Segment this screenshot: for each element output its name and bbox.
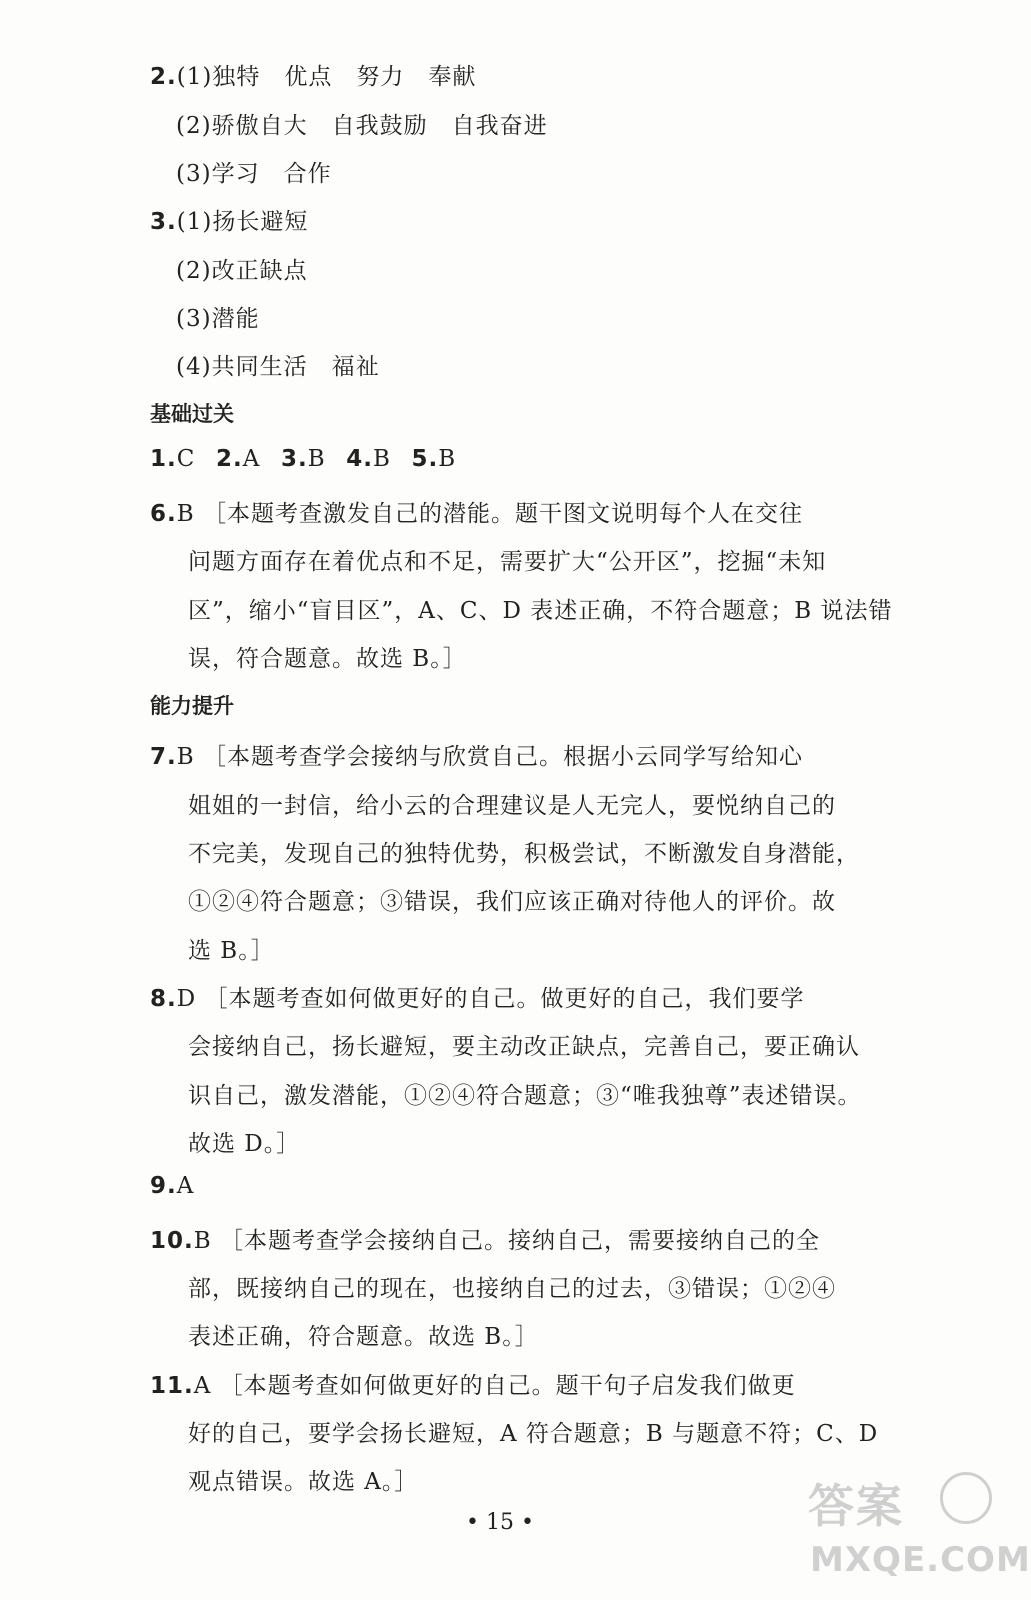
q6-line2: 问题方面存在着优点和不足，需要扩大“公开区”，挖掘“未知 [188, 549, 827, 575]
answer: A [242, 446, 261, 472]
item-number: 2. [150, 64, 177, 90]
q7-line3: 不完美，发现自己的独特优势，积极尝试，不断激发自身潜能， [188, 841, 860, 867]
answer: C [176, 446, 196, 472]
watermark-url: MXQE.COM [810, 1540, 1031, 1580]
q7-line1 [150, 738, 803, 771]
q8-line2: 会接纳自己，扬长避短，要主动改正缺点，完善自己，要正确认 [188, 1034, 860, 1060]
line-text: A [176, 1173, 195, 1199]
item-number: 2. [215, 446, 243, 472]
q7-line5: 选 B。］ [188, 938, 275, 964]
line-text: D ［本题考查如何做更好的自己。做更好的自己，我们要学 [176, 986, 805, 1012]
q6-line3: 区”，缩小“盲目区”，A、C、D 表述正确，不符合题意；B 说法错 [188, 598, 893, 624]
line-text: B ［本题考查学会接纳与欣赏自己。根据小云同学写给知心 [176, 744, 803, 770]
line-text: (1)独特 优点 努力 奉献 [176, 64, 477, 90]
answer: B [373, 446, 391, 472]
item-number: 7. [150, 744, 177, 770]
item-number: 10. [150, 1228, 194, 1254]
s2-line1 [150, 58, 476, 91]
q6-line1 [150, 495, 803, 528]
item-number: 6. [150, 501, 177, 527]
s3-line2: (2)改正缺点 [176, 258, 308, 284]
q8-line3: 识自己，激发潜能，①②④符合题意；③“唯我独尊”表述错误。 [188, 1083, 862, 1109]
q10-line1 [150, 1222, 820, 1255]
s2-line3: (3)学习 合作 [176, 161, 332, 187]
answer: B [307, 446, 326, 472]
line-text: (1)扬长避短 [176, 209, 309, 235]
q9-line1 [150, 1173, 194, 1199]
answer: B [438, 446, 457, 472]
q10-line3: 表述正确，符合题意。故选 B。］ [188, 1324, 539, 1350]
line-text: B ［本题考查学会接纳自己。接纳自己，需要接纳自己的全 [193, 1228, 820, 1254]
q7-line2: 姐姐的一封信，给小云的合理建议是人无完人，要悦纳自己的 [188, 793, 836, 819]
q11-line2: 好的自己，要学会扬长避短，A 符合题意；B 与题意不符；C、D [188, 1421, 879, 1447]
q8-line4: 故选 D。］ [188, 1131, 301, 1157]
s2-line2: (2)骄傲自大 自我鼓励 自我奋进 [176, 113, 548, 139]
q7-line4: ①②④符合题意；③错误，我们应该正确对待他人的评价。故 [188, 889, 836, 915]
watermark-text: 答案 [808, 1479, 904, 1533]
q10-line2: 部，既接纳自己的现在，也接纳自己的过去，③错误；①②④ [188, 1276, 836, 1302]
section-heading-jichu: 基础过关 [150, 402, 234, 426]
item-number: 3. [150, 209, 177, 235]
section-heading-nengli: 能力提升 [150, 694, 234, 718]
item-number: 4. [346, 446, 374, 472]
watermark-logo [790, 1470, 1031, 1590]
line-text: A ［本题考查如何做更好的自己。题干句子启发我们做更 [193, 1373, 796, 1399]
line-text: B ［本题考查激发自己的潜能。题干图文说明每个人在交往 [176, 501, 803, 527]
q11-line3: 观点错误。故选 A。］ [188, 1469, 419, 1495]
s3-line4: (4)共同生活 福祉 [176, 354, 380, 380]
s3-line1 [150, 203, 308, 236]
answer-row [150, 446, 460, 472]
item-number: 8. [150, 986, 177, 1012]
item-number: 11. [150, 1373, 194, 1399]
item-number: 3. [280, 446, 308, 472]
item-number: 9. [150, 1173, 177, 1199]
q6-line4: 误，符合题意。故选 B。］ [188, 646, 467, 672]
watermark-circle-icon [940, 1472, 992, 1524]
page-number: • 15 • [466, 1510, 534, 1535]
q11-line1 [150, 1367, 796, 1400]
s3-line3: (3)潜能 [176, 306, 260, 332]
item-number: 1. [150, 446, 177, 472]
item-number: 5. [411, 446, 439, 472]
q8-line1 [150, 980, 805, 1013]
